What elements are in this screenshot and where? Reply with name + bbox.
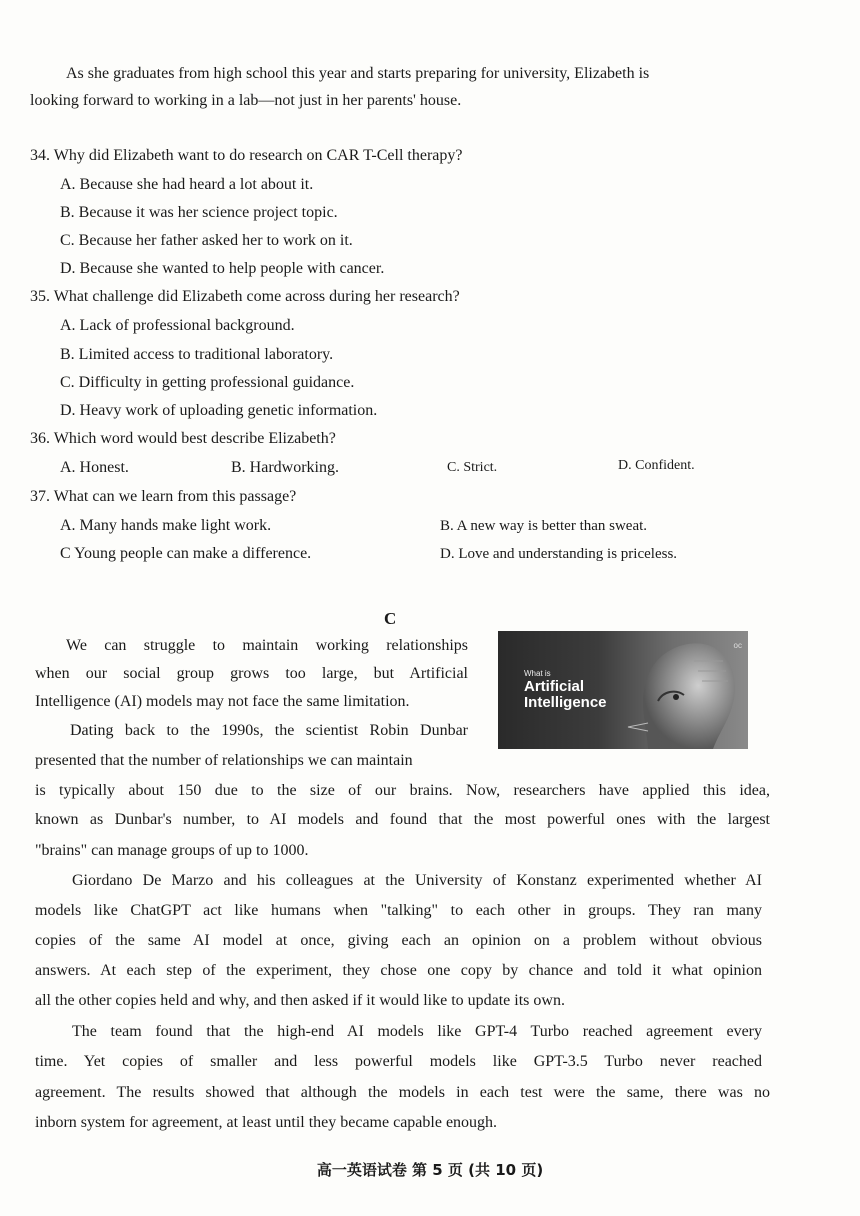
passage-line-11: copies of the same AI model at once, giving each an opinion on a problem without obvious [35, 932, 762, 949]
question-36-option-b: B. Hardworking. [231, 459, 339, 476]
passage-line-13: all the other copies held and why, and then asked if it would like to update its own. [35, 992, 565, 1009]
passage-line-4: Dating back to the 1990s, the scientist Robin Dunbar [70, 722, 468, 739]
question-35-option-a: A. Lack of professional background. [60, 317, 295, 334]
question-35-option-d: D. Heavy work of uploading genetic information. [60, 402, 378, 419]
image-caption-line-1: Artificial [524, 678, 585, 695]
passage-line-5: presented that the number of relationships we can maintain [35, 752, 413, 769]
question-35-stem: 35. What challenge did Elizabeth come across during her research? [30, 288, 460, 305]
question-34-option-b: B. Because it was her science project topic. [60, 204, 338, 221]
question-36-stem: 36. Which word would best describe Elizabeth? [30, 430, 336, 447]
image-corner-mark: ос [733, 641, 742, 650]
passage-line-2: when our social group grows too large, but Artificial [35, 665, 468, 682]
question-35-option-b: B. Limited access to traditional laboratory. [60, 346, 334, 363]
image-caption-line-2: Intelligence [524, 694, 607, 711]
passage-line-17: inborn system for agreement, at least until they became capable enough. [35, 1114, 498, 1131]
question-36-option-a: A. Honest. [60, 459, 129, 476]
intro-line-1: As she graduates from high school this year and starts preparing for university, Elizabeth is [66, 65, 650, 82]
passage-line-16: agreement. The results showed that although the models in each test were the same, there was no [35, 1084, 770, 1101]
passage-line-14: The team found that the high-end AI models like GPT-4 Turbo reached agreement every [72, 1023, 762, 1040]
passage-line-12: answers. At each step of the experiment, they chose one copy by chance and told it what opinion [35, 962, 762, 979]
passage-line-10: models like ChatGPT act like humans when "talking" to each other in groups. They ran many [35, 902, 762, 919]
image-caption-small: What is [524, 669, 551, 678]
question-37-option-b: B. A new way is better than sweat. [440, 518, 648, 534]
question-37-option-a: A. Many hands make light work. [60, 517, 272, 534]
question-34-option-d: D. Because she wanted to help people with cancer. [60, 260, 385, 277]
question-34-stem: 34. Why did Elizabeth want to do research on CAR T-Cell therapy? [30, 147, 463, 164]
question-37-option-c: C Young people can make a difference. [60, 545, 312, 562]
passage-line-15: time. Yet copies of smaller and less powerful models like GPT-3.5 Turbo never reached [35, 1053, 762, 1070]
question-37-stem: 37. What can we learn from this passage? [30, 488, 297, 505]
intro-line-2: looking forward to working in a lab—not just in her parents' house. [30, 92, 462, 109]
passage-line-3: Intelligence (AI) models may not face the same limitation. [35, 693, 410, 710]
section-title: C [384, 609, 397, 628]
question-36-option-d: D. Confident. [618, 458, 695, 473]
passage-line-9: Giordano De Marzo and his colleagues at the University of Konstanz experimented whether AI [72, 872, 762, 889]
passage-line-7: known as Dunbar's number, to AI models and found that the most powerful ones with the largest [35, 811, 770, 828]
question-37-option-d: D. Love and understanding is priceless. [440, 546, 678, 562]
page-footer: 高一英语试卷 第 5 页 (共 10 页) [316, 1161, 544, 1179]
question-35-option-c: C. Difficulty in getting professional guidance. [60, 374, 355, 391]
question-34-option-c: C. Because her father asked her to work on it. [60, 232, 353, 249]
ai-illustration-image [498, 631, 748, 749]
passage-line-8: "brains" can manage groups of up to 1000. [35, 842, 309, 859]
passage-line-6: is typically about 150 due to the size of our brains. Now, researchers have applied this idea, [35, 782, 770, 799]
question-34-option-a: A. Because she had heard a lot about it. [60, 176, 314, 193]
question-36-option-c: C. Strict. [447, 460, 498, 475]
passage-line-1: We can struggle to maintain working relationships [66, 637, 468, 654]
